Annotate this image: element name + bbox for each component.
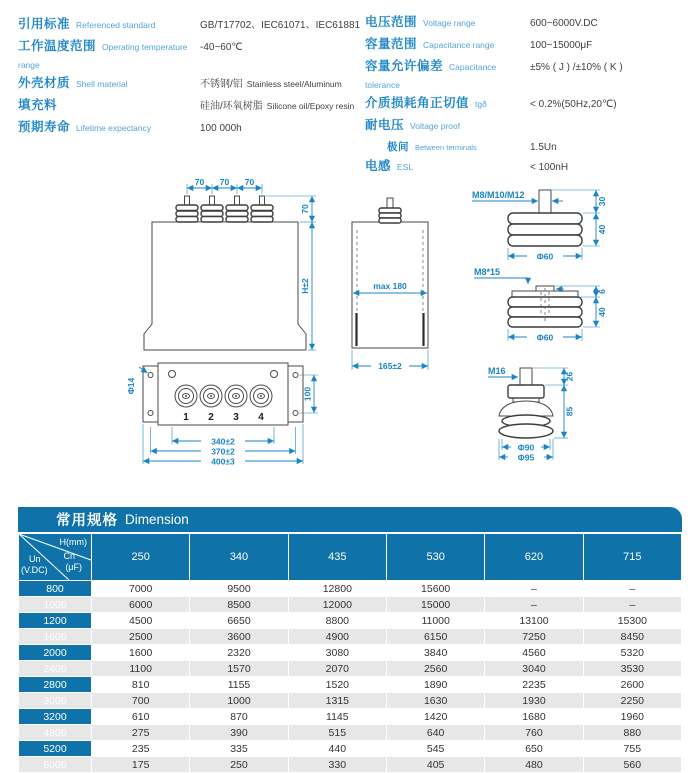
capacitance-cell: 175 — [92, 757, 190, 773]
capacitance-cell: 8500 — [190, 597, 288, 613]
capacitance-cell: 3530 — [583, 661, 681, 677]
spec-row-capacitance-tolerance — [365, 56, 697, 93]
column-header-h530: 530 — [386, 534, 484, 581]
corner-label-un-unit: (V.DC) — [21, 565, 48, 575]
capacitance-cell: 1960 — [583, 709, 681, 725]
spec-value-text: ±5% ( J ) /±10% ( K ) — [530, 62, 623, 73]
capacitance-cell: 1630 — [386, 693, 484, 709]
capacitance-cell: 650 — [485, 741, 583, 757]
capacitance-cell: 4560 — [485, 645, 583, 661]
capacitance-cell: 560 — [583, 757, 681, 773]
dim-bushing-a-stud: 30 — [597, 196, 607, 207]
bushing-detail-m16 — [488, 366, 575, 463]
spec-row-capacitance-range — [365, 34, 697, 56]
spec-value-en: Stainless steel/Aluminum — [246, 79, 342, 89]
spec-label — [365, 12, 530, 31]
capacitance-cell: 11000 — [386, 613, 484, 629]
capacitance-cell: 1890 — [386, 677, 484, 693]
corner-label-cn-unit: (μF) — [65, 562, 82, 572]
table-row — [19, 629, 682, 645]
dim-bushing-b-height: 40 — [597, 307, 607, 317]
capacitance-cell: 2500 — [92, 629, 190, 645]
table-row — [19, 709, 682, 725]
capacitance-cell: 2250 — [583, 693, 681, 709]
front-terminals — [176, 196, 273, 222]
capacitance-cell: 2560 — [386, 661, 484, 677]
spec-value — [200, 74, 342, 92]
capacitance-cell: 3080 — [288, 645, 386, 661]
capacitance-cell: 1420 — [386, 709, 484, 725]
capacitance-cell: 1145 — [288, 709, 386, 725]
spec-label-en: Operating temperature range — [18, 42, 188, 70]
spec-value — [200, 118, 246, 136]
capacitance-cell: 235 — [92, 741, 190, 757]
spec-label-cn: 外壳材质 — [18, 76, 71, 90]
dim-bushing-b-diameter: Φ60 — [536, 332, 554, 343]
capacitance-cell: 15600 — [386, 581, 484, 597]
capacitance-cell: – — [583, 597, 681, 613]
spec-value — [200, 37, 247, 55]
terminal-number-3: 3 — [233, 412, 239, 423]
spec-row-lifetime — [18, 117, 363, 139]
table-row — [19, 693, 682, 709]
spec-label-cn: 电压范围 — [365, 15, 418, 29]
corner-label-h: H(mm) — [59, 537, 87, 547]
spec-label-en: Referenced standard — [76, 20, 156, 30]
dim-terminal-pitch-1: 70 — [194, 177, 205, 187]
capacitance-cell: 2235 — [485, 677, 583, 693]
dim-inner-span: 340±2 — [211, 436, 235, 447]
spec-value-text: < 0.2%(50Hz,20℃) — [530, 99, 617, 110]
bottom-terminal-1 — [175, 385, 197, 407]
table-row — [19, 677, 682, 693]
column-header-h715: 715 — [583, 534, 681, 581]
capacitance-cell: 3040 — [485, 661, 583, 677]
bottom-terminal-2 — [200, 385, 222, 407]
un-cell: 800 — [19, 581, 92, 597]
spec-label — [365, 93, 530, 112]
spec-row-between-terminals — [365, 137, 697, 156]
technical-drawings — [0, 158, 700, 472]
dim-base-width: 165±2 — [378, 361, 402, 371]
capacitance-cell: 7250 — [485, 629, 583, 645]
front-view-drawing — [144, 177, 316, 350]
spec-row-voltage-range — [365, 12, 697, 34]
terminal-number-4: 4 — [258, 412, 264, 423]
capacitance-cell: 2600 — [583, 677, 681, 693]
spec-label — [18, 73, 200, 92]
un-cell: 2800 — [19, 677, 92, 693]
corner-label-cn: Cn — [63, 551, 75, 561]
capacitance-cell: 545 — [386, 741, 484, 757]
capacitance-cell: 250 — [190, 757, 288, 773]
spec-label-en: Lifetime expectancy — [76, 123, 152, 133]
capacitance-cell: 880 — [583, 725, 681, 741]
un-cell: 4800 — [19, 725, 92, 741]
spec-label-en: Between terminals — [415, 143, 477, 152]
capacitance-cell: – — [485, 581, 583, 597]
capacitance-cell: 755 — [583, 741, 681, 757]
capacitance-cell: 1570 — [190, 661, 288, 677]
spec-label — [365, 137, 530, 155]
spec-label-cn: 引用标准 — [18, 17, 71, 31]
capacitance-cell: 8450 — [583, 629, 681, 645]
corner-label-un: Un — [29, 554, 41, 564]
spec-value-en: Silicone oil/Epoxy resin — [266, 101, 355, 111]
capacitance-cell: 1155 — [190, 677, 288, 693]
capacitance-cell: 1680 — [485, 709, 583, 725]
table-title-cn: 常用规格 — [56, 513, 118, 529]
spec-label-cn: 耐电压 — [365, 118, 405, 132]
un-cell: 5200 — [19, 741, 92, 757]
dimension-table — [18, 533, 682, 773]
spec-value-text: 100~15000μF — [530, 40, 593, 51]
capacitance-cell: 1100 — [92, 661, 190, 677]
bottom-terminal-3 — [225, 385, 247, 407]
un-cell: 1000 — [19, 597, 92, 613]
spec-label-cn: 介质损耗角正切值 — [365, 96, 470, 110]
table-header-row — [19, 534, 682, 581]
spec-label-en: ESL — [397, 162, 414, 172]
spec-label-cn: 工作温度范围 — [18, 39, 97, 53]
spec-label-cn: 容量允许偏差 — [365, 59, 444, 73]
capacitance-cell: 640 — [386, 725, 484, 741]
capacitance-cell: 610 — [92, 709, 190, 725]
spec-value — [200, 15, 363, 33]
spec-label-cn: 填充料 — [18, 98, 58, 112]
spec-row-tangent-loss — [365, 93, 697, 115]
capacitance-cell: 760 — [485, 725, 583, 741]
spec-row-voltage-proof — [365, 115, 697, 137]
dimension-table-section — [18, 507, 682, 773]
table-row — [19, 725, 682, 741]
table-row — [19, 661, 682, 677]
un-cell: 6000 — [19, 757, 92, 773]
capacitance-cell: 810 — [92, 677, 190, 693]
spec-label — [18, 95, 200, 114]
spec-value — [200, 96, 354, 114]
spec-label — [365, 115, 530, 134]
dim-terminal-pitch-2: 70 — [219, 177, 230, 187]
spec-column-left — [18, 14, 363, 139]
column-header-h435: 435 — [288, 534, 386, 581]
bushing-b-thread-label: M8*15 — [474, 267, 501, 277]
spec-label — [18, 36, 200, 73]
column-header-h620: 620 — [485, 534, 583, 581]
table-title-en: Dimension — [125, 512, 189, 527]
capacitance-cell: 9500 — [190, 581, 288, 597]
spec-value-text: 1.5Un — [530, 142, 557, 153]
capacitance-cell: 4500 — [92, 613, 190, 629]
bottom-view-drawing — [126, 363, 318, 467]
capacitance-cell: 275 — [92, 725, 190, 741]
column-header-h250: 250 — [92, 534, 190, 581]
capacitance-cell: 480 — [485, 757, 583, 773]
spec-label-cn: 电感 — [365, 159, 392, 173]
un-cell: 3000 — [19, 693, 92, 709]
terminal-number-2: 2 — [208, 412, 214, 423]
dim-bushing-c-diameter-1: Φ90 — [517, 442, 535, 453]
spec-label-cn: 极间 — [387, 141, 409, 153]
capacitance-cell: 3600 — [190, 629, 288, 645]
capacitance-cell: 3840 — [386, 645, 484, 661]
spec-value-text: 不锈钢/铝 — [200, 79, 243, 90]
un-cell: 2400 — [19, 661, 92, 677]
spec-label-en: Capacitance tolerance — [365, 62, 497, 90]
side-view-drawing — [352, 198, 428, 371]
bushing-a-thread-label: M8/M10/M12 — [472, 190, 525, 200]
spec-label-en: Capacitance range — [423, 40, 495, 50]
capacitance-cell: 1600 — [92, 645, 190, 661]
capacitance-cell: 335 — [190, 741, 288, 757]
capacitance-cell: 870 — [190, 709, 288, 725]
capacitance-cell: 700 — [92, 693, 190, 709]
table-corner-cell — [19, 534, 92, 581]
spec-row-referenced-standard — [18, 14, 363, 36]
dim-bushing-a-height: 40 — [597, 224, 607, 235]
capacitance-cell: 390 — [190, 725, 288, 741]
spec-label-en: tgδ — [475, 99, 487, 109]
drawings-svg — [0, 158, 700, 472]
spec-row-shell-material — [18, 73, 363, 95]
capacitance-cell: 15000 — [386, 597, 484, 613]
dim-hole-diameter: Φ14 — [126, 377, 136, 395]
dim-body-height: H±2 — [300, 278, 310, 294]
capacitance-cell: 6650 — [190, 613, 288, 629]
capacitance-cell: 6000 — [92, 597, 190, 613]
table-row — [19, 741, 682, 757]
spec-column-right — [365, 12, 697, 178]
dim-bushing-c-diameter-2: Φ95 — [517, 452, 535, 463]
capacitance-cell: 6150 — [386, 629, 484, 645]
capacitance-cell: 515 — [288, 725, 386, 741]
bushing-c-thread-label: M16 — [488, 366, 506, 376]
dim-bushing-b-cap: 6 — [597, 289, 607, 294]
spec-label — [18, 14, 200, 33]
dim-terminal-height: 70 — [300, 204, 310, 214]
bottom-terminal-4 — [250, 385, 272, 407]
un-cell: 1200 — [19, 613, 92, 629]
bushing-detail-m8-m10-m12 — [472, 190, 607, 262]
dim-bushing-a-diameter: Φ60 — [536, 251, 554, 262]
capacitance-cell: 1000 — [190, 693, 288, 709]
capacitance-cell: 1315 — [288, 693, 386, 709]
spec-label — [365, 56, 530, 93]
terminal-number-1: 1 — [183, 412, 189, 423]
dim-mid-span: 370±2 — [211, 446, 235, 457]
table-row — [19, 581, 682, 597]
capacitance-cell: 1930 — [485, 693, 583, 709]
spec-label-cn: 预期寿命 — [18, 120, 71, 134]
spec-label — [365, 34, 530, 53]
capacitance-cell: 1520 — [288, 677, 386, 693]
capacitance-cell: 2320 — [190, 645, 288, 661]
column-header-h340: 340 — [190, 534, 288, 581]
dim-outer-span: 400±3 — [211, 456, 235, 467]
spec-label-en: Voltage range — [423, 18, 476, 28]
spec-value-text: -40~60℃ — [200, 42, 243, 53]
capacitance-cell: 12000 — [288, 597, 386, 613]
spec-value-text: GB/T17702、IEC61071、IEC61881 — [200, 20, 361, 31]
capacitance-cell: 405 — [386, 757, 484, 773]
capacitance-cell: 330 — [288, 757, 386, 773]
capacitance-cell: 7000 — [92, 581, 190, 597]
dim-terminal-pitch-3: 70 — [244, 177, 255, 187]
table-title-bar — [18, 507, 682, 532]
spec-value-text: 600~6000V.DC — [530, 18, 598, 29]
spec-label-en: Voltage proof — [410, 121, 461, 131]
capacitance-cell: 8800 — [288, 613, 386, 629]
capacitance-cell: 15300 — [583, 613, 681, 629]
capacitance-cell: – — [485, 597, 583, 613]
spec-value-text: < 100nH — [530, 162, 569, 173]
spec-value-text: 硅油/环氧树脂 — [200, 101, 263, 112]
capacitance-cell: 440 — [288, 741, 386, 757]
capacitance-cell: – — [583, 581, 681, 597]
capacitance-cell: 13100 — [485, 613, 583, 629]
capacitance-cell: 2070 — [288, 661, 386, 677]
table-row — [19, 597, 682, 613]
dimension-table-rows — [19, 581, 682, 773]
un-cell: 2000 — [19, 645, 92, 661]
spec-label-cn: 容量范围 — [365, 37, 418, 51]
spec-label-en: Shell material — [76, 79, 128, 89]
spec-value-text: 100 000h — [200, 123, 242, 134]
capacitance-cell: 5320 — [583, 645, 681, 661]
spec-row-operating-temperature — [18, 36, 363, 73]
bushing-detail-m8x15 — [474, 267, 607, 343]
dim-bushing-c-stud: 26 — [564, 371, 575, 382]
un-cell: 1600 — [19, 629, 92, 645]
dim-hole-spacing: 100 — [302, 386, 313, 402]
dim-max-width: max 180 — [373, 281, 407, 291]
un-cell: 3200 — [19, 709, 92, 725]
capacitance-cell: 4900 — [288, 629, 386, 645]
table-row — [19, 645, 682, 661]
table-row — [19, 757, 682, 773]
table-row — [19, 613, 682, 629]
capacitance-cell: 12800 — [288, 581, 386, 597]
dim-bushing-c-height: 85 — [564, 406, 575, 417]
spec-row-filling-material — [18, 95, 363, 117]
spec-label — [18, 117, 200, 136]
